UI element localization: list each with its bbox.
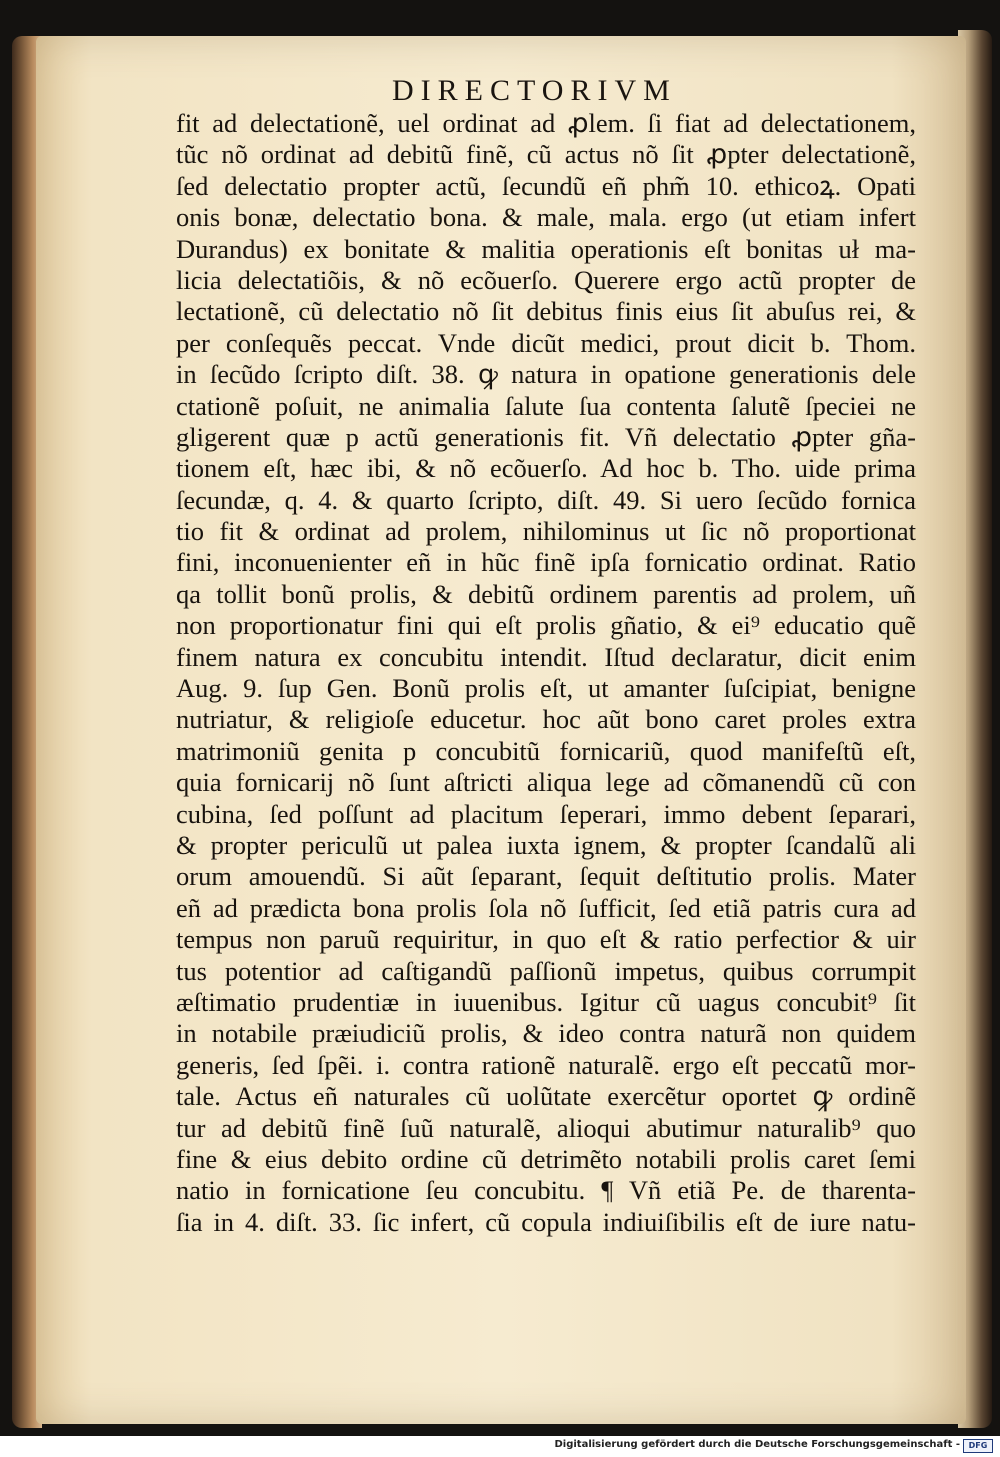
text-line: fit ad delectationẽ, uel ordinat ad ꝓlem. ſi fiat ad delectationem, bbox=[176, 108, 916, 138]
text-line: qa tollit bonũ prolis, & debitũ ordinem parentis ad prolem, uñ bbox=[176, 578, 916, 609]
text-line: ſecundæ, q. 4. & quarto ſcripto, diſt. 49. Si uero ſecũdo fornica bbox=[176, 484, 916, 515]
text-line: ſia in 4. diſt. 33. ſic infert, cũ copula indiuiſibilis eſt de iure natu- bbox=[176, 1206, 916, 1237]
text-line: in notabile præiudiciũ prolis, & ideo contra naturã non quidem bbox=[176, 1018, 916, 1049]
text-line: licia delectatiõis, & nõ ecõuerſo. Querere ergo actũ propter de bbox=[176, 264, 916, 295]
text-line: & propter periculũ ut palea iuxta ignem, & propter ſcandalũ ali bbox=[176, 829, 916, 860]
dfg-logo: DFG bbox=[963, 1439, 993, 1453]
digitization-credit: Digitalisierung gefördert durch die Deutsche Forschungsgemeinschaft - bbox=[554, 1439, 960, 1450]
text-line: tionem eſt, hæc ibi, & nõ ecõuerſo. Ad hoc b. Tho. uide prima bbox=[176, 453, 916, 484]
text-line: natio in fornicatione ſeu concubitu. ¶ Vñ etiã Pe. de tharenta- bbox=[176, 1175, 916, 1206]
text-line: quia fornicarij nõ ſunt aſtricti aliqua lege ad cõmanendũ cũ con bbox=[176, 767, 916, 798]
text-line: æſtimatio prudentiæ in iuuenibus. Igitur cũ uagus concubit⁹ ſit bbox=[176, 986, 916, 1017]
text-line: fini, inconuenienter eñ in hũc finẽ ipſa fornicatio ordinat. Ratio bbox=[176, 547, 916, 578]
text-line: nutriatur, & religioſe educetur. hoc aũt bono caret proles extra bbox=[176, 704, 916, 735]
text-line: non proportionatur fini qui eſt prolis gñatio, & ei⁹ educatio quẽ bbox=[176, 610, 916, 641]
text-line: tale. Actus eñ naturales cũ uolũtate exercẽtur oportet ꝙ ordinẽ bbox=[176, 1081, 916, 1112]
text-line: in ſecũdo ſcripto diſt. 38. ꝙ natura in opatione generationis dele bbox=[176, 359, 916, 390]
text-line: per conſequẽs peccat. Vnde dicũt medici, prout dicit b. Thom. bbox=[176, 327, 916, 358]
text-line: tur ad debitũ finẽ ſuũ naturalẽ, alioqui abutimur naturalib⁹ quo bbox=[176, 1112, 916, 1143]
text-line: gligerent quæ p actũ generationis fit. Vñ delectatio ꝓpter gña- bbox=[176, 421, 916, 452]
text-line: onis bonæ, delectatio bona. & male, mala. ergo (ut etiam infert bbox=[176, 202, 916, 233]
text-line: tio fit & ordinat ad prolem, nihilominus ut ſic nõ proportionat bbox=[176, 516, 916, 547]
text-line: generis, ſed ſpẽi. i. contra rationẽ naturalẽ. ergo eſt peccatũ mor- bbox=[176, 1049, 916, 1080]
text-line: ctationẽ poſuit, ne animalia ſalute ſua contenta ſalutẽ ſpeciei ne bbox=[176, 390, 916, 421]
text-line: fine & eius debito ordine cũ detrimẽto notabili prolis caret ſemi bbox=[176, 1143, 916, 1174]
text-line: Aug. 9. ſup Gen. Bonũ prolis eſt, ut amanter ſuſcipiat, benigne bbox=[176, 673, 916, 704]
text-line: tũc nõ ordinat ad debitũ finẽ, cũ actus nõ ſit ꝓpter delectationẽ, bbox=[176, 139, 916, 170]
text-line: ſed delectatio propter actũ, ſecundũ eñ phm̃ 10. ethicoꝝ. Opati bbox=[176, 170, 916, 201]
text-line: tus potentior ad caſtigandũ paſſionũ impetus, quibus corrumpit bbox=[176, 955, 916, 986]
text-line: matrimoniũ genita p concubitũ fornicariũ, quod manifeſtũ eſt, bbox=[176, 735, 916, 766]
body-text bbox=[176, 108, 916, 1238]
text-line: eñ ad prædicta bona prolis ſola nõ ſufficit, ſed etiã patris cura ad bbox=[176, 892, 916, 923]
running-head: DIRECTORIVM bbox=[392, 74, 677, 107]
text-line: Durandus) ex bonitate & malitia operationis eſt bonitas uł ma- bbox=[176, 233, 916, 264]
text-line: orum amouendũ. Si aũt ſeparant, ſequit deſtitutio prolis. Mater bbox=[176, 861, 916, 892]
text-line: lectationẽ, cũ delectatio nõ ſit debitus finis eius ſit abuſus rei, & bbox=[176, 296, 916, 327]
text-line: finem natura ex concubitu intendit. Iſtud declaratur, dicit enim bbox=[176, 641, 916, 672]
text-line: cubina, ſed poſſunt ad placitum ſeperari, immo debent ſeparari, bbox=[176, 798, 916, 829]
text-line: tempus non paruũ requiritur, in quo eſt & ratio perfectior & uir bbox=[176, 924, 916, 955]
